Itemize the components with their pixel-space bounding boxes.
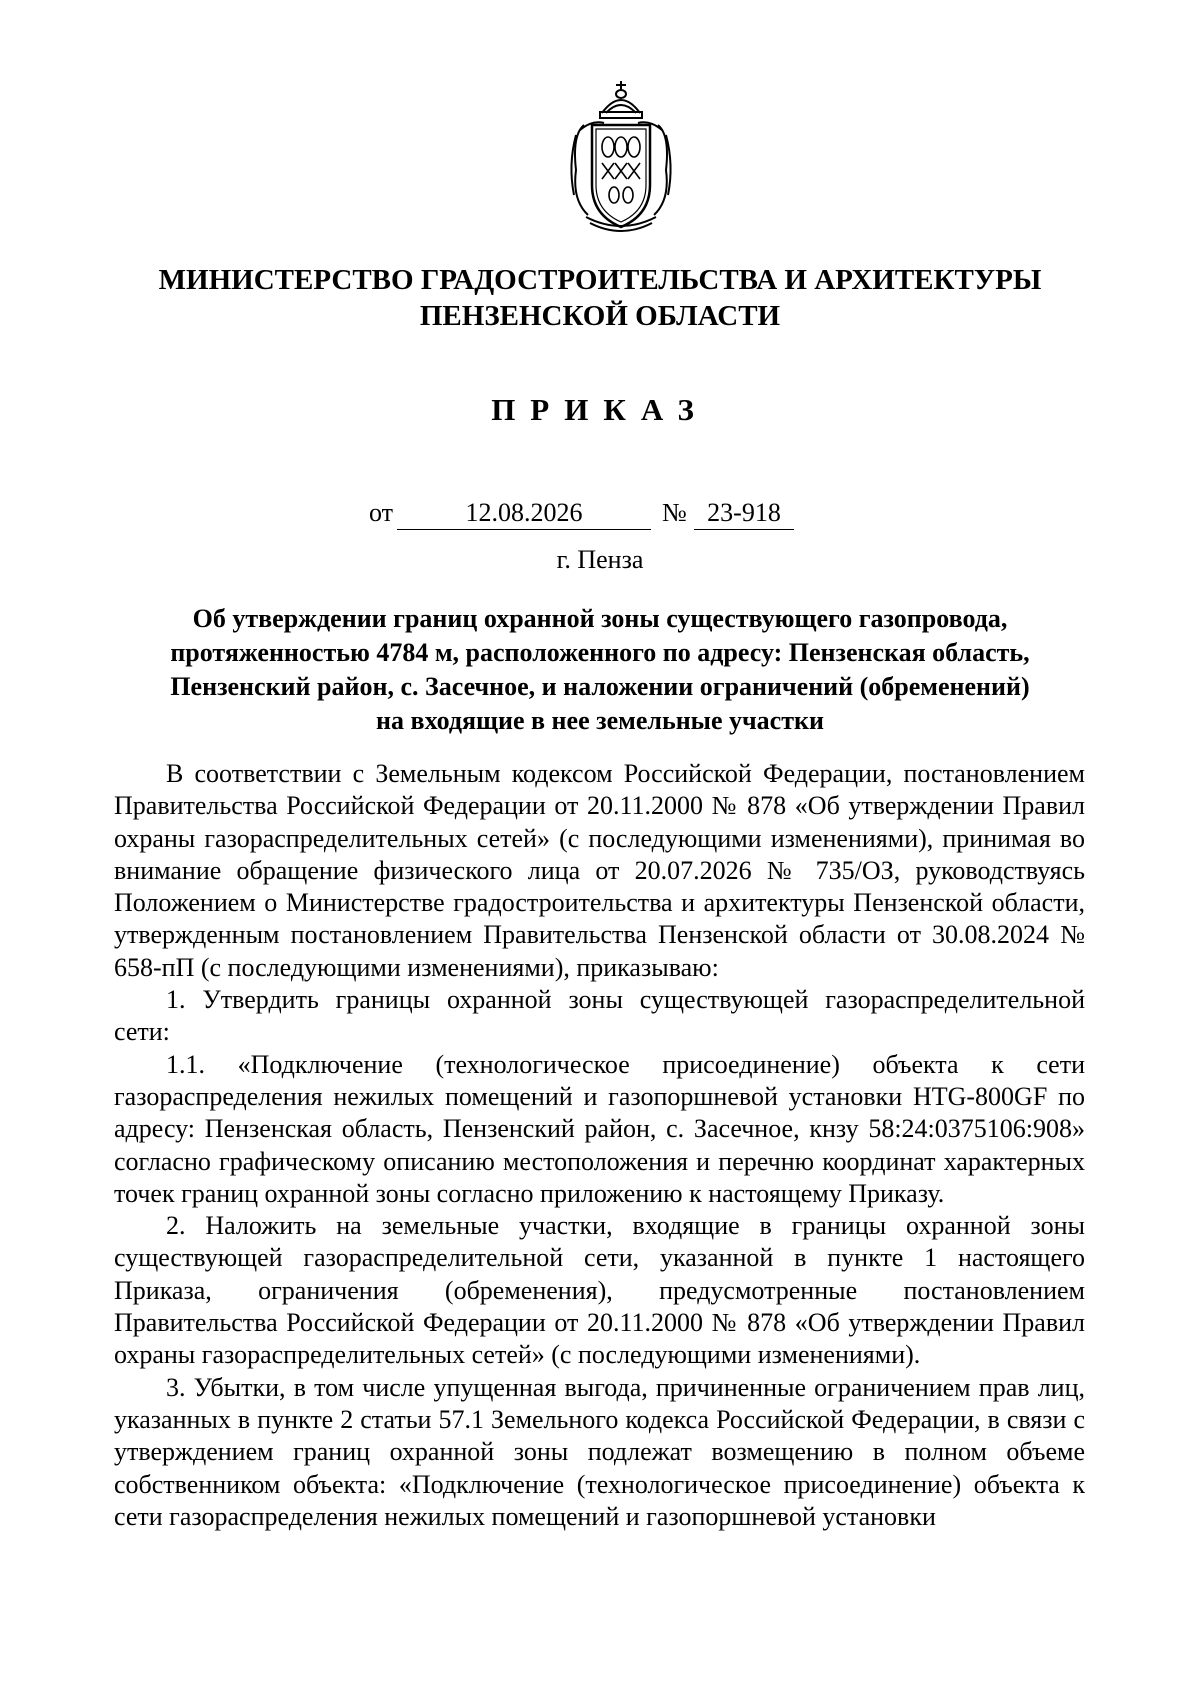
- number-prefix: №: [662, 498, 687, 527]
- issue-city: г. Пенза: [556, 545, 644, 574]
- subject-line-4: на входящие в нее земельные участки: [376, 706, 824, 735]
- subject-line-2: протяженностью 4784 м, расположенного по адресу: Пензенская область,: [170, 638, 1030, 667]
- subject-line-1: Об утверждении границ охранной зоны существующего газопровода,: [192, 604, 1008, 633]
- item-2-paragraph: 2. Наложить на земельные участки, входящие в границы охранной зоны существующей газораспределительной сети, указанной в пункте 1 настоящего Приказа, ограничения (обременения), предусмотренные постановлением Правительства Российской Федерации от 20.11.2000 № 878 «Об утверждении Правил охраны газораспределительных сетей» (с последующими изменениями).: [114, 1211, 1085, 1370]
- document-body: [114, 758, 1085, 1533]
- organization-line-2: ПЕНЗЕНСКОЙ ОБЛАСТИ: [419, 300, 781, 332]
- document-subject: [120, 602, 1080, 738]
- item-3-paragraph: 3. Убытки, в том числе упущенная выгода, причиненные ограничением прав лиц, указанных в пункте 2 статьи 57.1 Земельного кодекса Российской Федерации, в связи с утверждением границ охранной зоны подлежат возмещению в полном объеме собственником объекта: «Подключение (технологическое присоединение) объекта к сети газораспределения нежилых помещений и газопоршневой установки: [114, 1372, 1085, 1531]
- preamble-paragraph: В соответствии с Земельным кодексом Российской Федерации, постановлением Правительства Российской Федерации от 20.11.2000 № 878 «Об утверждении Правил охраны газораспределительных сетей» (с последующими изменениями), принимая во внимание обращение физического лица от 20.07.2026 № 735/ОЗ, руководствуясь Положением о Министерстве градостроительства и архитектуры Пензенской области, утвержденным постановлением Правительства Пензенской области от 30.08.2024 № 658-пП (с последующими изменениями), приказываю:: [114, 759, 1085, 982]
- document-type-title: ПРИКАЗ: [491, 392, 709, 427]
- document-number: 23-918: [694, 496, 794, 530]
- document-date: 12.08.2026: [397, 496, 651, 530]
- item-1-1-paragraph: 1.1. «Подключение (технологическое присоединение) объекта к сети газораспределения нежилых помещений и газопоршневой установки HTG-800GF по адресу: Пензенская область, Пензенский район, с. Засечное, кнзу 58:24:0375106:908» согласно графическому описанию местоположения и перечню координат характерных точек границ охранной зоны согласно приложению к настоящему Приказу.: [114, 1049, 1085, 1208]
- subject-line-3: Пензенский район, с. Засечное, и наложении ограничений (обременений): [170, 672, 1030, 701]
- coat-of-arms-emblem: [562, 75, 680, 235]
- registration-line: [0, 496, 1200, 532]
- item-1-paragraph: 1. Утвердить границы охранной зоны существующей газораспределительной сети:: [114, 985, 1085, 1047]
- date-prefix: от: [369, 498, 394, 527]
- organization-line-1: МИНИСТЕРСТВО ГРАДОСТРОИТЕЛЬСТВА И АРХИТЕКТУРЫ: [158, 264, 1042, 296]
- organization-name: [80, 262, 1120, 334]
